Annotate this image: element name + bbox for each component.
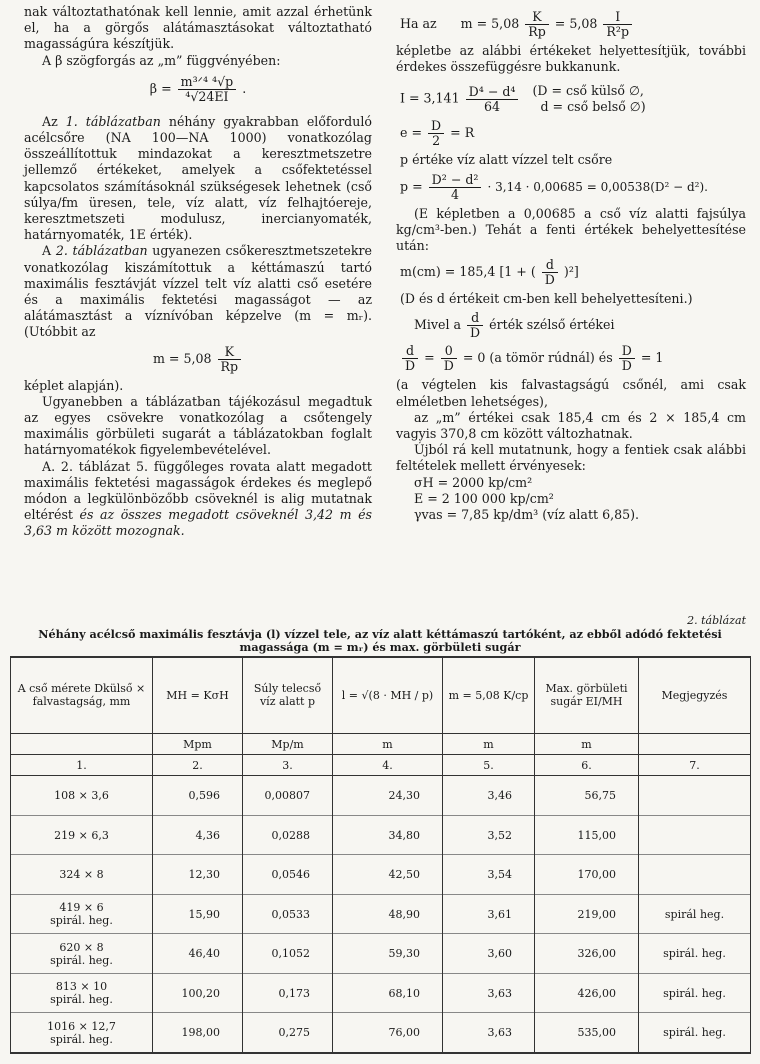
- unit-cell: [11, 733, 153, 754]
- paragraph: Ugyanebben a táblázatban tájékozásul megadtuk az egyes csövekre vonatkozólag a csőtengely maximális görbületi sugarát a táblázatokban foglalt határnyomatékok figyelembevételével.: [24, 393, 372, 458]
- mh-cell: 4,36: [153, 815, 243, 854]
- colnum-cell: 6.: [535, 755, 639, 776]
- paragraph: (E képletben a 0,00685 a cső víz alatti fajsúlya kg/cm³-ben.) Tehát a fenti értékek behelyettesítése után:: [396, 205, 746, 254]
- table-number: 2. táblázat: [687, 614, 746, 627]
- mh-cell: 12,30: [153, 855, 243, 894]
- beta-formula: β = $\frac{\text{m³ᐟ⁴ ⁴√p}}{\text{⁴√24EI}}$ .: [149, 73, 247, 104]
- radius-cell: 326,00: [535, 934, 639, 973]
- weight-cell: 0,173: [243, 973, 333, 1012]
- paragraph: A. 2. táblázat 5. függőleges rovata alatt megadott maximális fektetési magasságok érdekes és meglepő módon a legkülönbözőbb csöveknél is alig mutatnak eltérést és az összes megadott csöveknél 3,42 m és 3,63 m között mozognak.: [24, 458, 372, 539]
- note-cell: spirál. heg.: [639, 1013, 751, 1053]
- paragraph: A 2. táblázatban ugyanezen csőkeresztmetszetekre vonatkozólag kiszámítottuk a kéttámaszú tartó maximális fesztávját vízzel telt víz alatti cső esetére és a maximális fektetési magasságot — az alátámasztást a víznívóban képzelve (m = mᵣ). (Utóbbit az: [24, 243, 372, 340]
- m-cm-formula: m(cm) = 185,4 [1 + ( $\frac{d}{D}$ )²]: [400, 257, 579, 288]
- unit-cell: Mpm: [153, 733, 243, 754]
- m-formula: m = 5,08 $\frac{K}{Rp}$: [24, 345, 372, 374]
- size-cell: 419 × 6 spirál. heg.: [11, 894, 153, 933]
- paragraph: képlet alapján).: [24, 377, 124, 393]
- note-cell: [639, 855, 751, 894]
- weight-cell: 0,0288: [243, 815, 333, 854]
- table-header-row: [11, 657, 751, 733]
- size-cell: 324 × 8: [11, 855, 153, 894]
- radius-cell: 426,00: [535, 973, 639, 1012]
- paragraph: képletbe az alábbi értékeket helyettesítjük, további érdekes összefüggésre bukkanunk.: [396, 43, 746, 75]
- mh-cell: 198,00: [153, 1013, 243, 1053]
- data-table: [10, 656, 751, 1054]
- unit-cell: m: [333, 733, 443, 754]
- colnum-cell: 7.: [639, 755, 751, 776]
- paragraph: nak változtathatónak kell lennie, amit azzal érhetünk el, ha a görgős alátámasztásokat változtatható magasságúra készítjük.: [24, 4, 372, 52]
- mh-cell: 100,20: [153, 973, 243, 1012]
- height-cell: 3,63: [443, 1013, 535, 1053]
- weight-cell: 0,00807: [243, 776, 333, 815]
- size-cell: 620 × 8 spirál. heg.: [11, 934, 153, 973]
- colnum-cell: 2.: [153, 755, 243, 776]
- table-row: [11, 894, 751, 933]
- table-row: [11, 973, 751, 1012]
- size-cell: 1016 × 12,7 spirál. heg.: [11, 1013, 153, 1053]
- radius-cell: 535,00: [535, 1013, 639, 1053]
- colnum-cell: 3.: [243, 755, 333, 776]
- condition-e: E = 2 100 000 kp/cm²: [414, 490, 554, 506]
- height-cell: 3,61: [443, 894, 535, 933]
- unit-cell: [639, 733, 751, 754]
- table-row: [11, 855, 751, 894]
- radius-cell: 219,00: [535, 894, 639, 933]
- colnum-cell: 4.: [333, 755, 443, 776]
- mh-cell: 15,90: [153, 894, 243, 933]
- height-cell: 3,60: [443, 934, 535, 973]
- p-formula: p = $\frac{\text{D² − d²}}{4}$ · 3,14 · 0,00685 = 0,00538(D² − d²).: [400, 171, 708, 202]
- span-cell: 42,50: [333, 855, 443, 894]
- table-row: [11, 776, 751, 815]
- table-row: [11, 1013, 751, 1053]
- span-cell: 48,90: [333, 894, 443, 933]
- note-cell: spirál heg.: [639, 894, 751, 933]
- condition-sigma: σH = 2000 kp/cm²: [414, 474, 533, 490]
- size-cell: 108 × 3,6: [11, 776, 153, 815]
- paragraph: (D és d értékeit cm-ben kell behelyettesíteni.): [400, 291, 693, 307]
- weight-cell: 0,1052: [243, 934, 333, 973]
- span-cell: 59,30: [333, 934, 443, 973]
- span-cell: 68,10: [333, 973, 443, 1012]
- table-units-row: [11, 733, 751, 754]
- column-header: Max. görbületi sugár EI/MH: [535, 657, 639, 733]
- span-cell: 24,30: [333, 776, 443, 815]
- paragraph: Az 1. táblázatban néhány gyakrabban előforduló acélcsőre (NA 100—NA 1000) vonatkozólag összeállítottuk mindazokat a keresztmetszetre jellemző értékeket, amelyek a csőfektetéssel kapcsolatos számításoknál szükségesek lehetnek (cső súlya/fm üresen, tele, víz alatt, víz felhajtóereje, keresztmetszeti modulusz, inercianyomaték, határnyomaték, 1E érték).: [24, 113, 372, 243]
- paragraph: Mivel a $\frac{d}{D}$ érték szélső értékei: [414, 310, 615, 341]
- table-title: Néhány acélcső maximális fesztávja (l) vízzel tele, az víz alatt kéttámaszú tartóként, az ebből adódó fektetési magassága (m = mᵣ) és max. görbületi sugár: [38, 627, 722, 654]
- column-header: Megjegyzés: [639, 657, 751, 733]
- height-cell: 3,52: [443, 815, 535, 854]
- column-header: A cső mérete Dkülső × falvastagság, mm: [11, 657, 153, 733]
- note-cell: spirál. heg.: [639, 973, 751, 1012]
- size-cell: 813 × 10 spirál. heg.: [11, 973, 153, 1012]
- m-definition-formula: Ha az m = 5,08 $\frac{K}{Rp}$ = 5,08 $\frac{I}{\text{R²p}}$: [400, 10, 746, 39]
- paragraph: p értéke víz alatt vízzel telt csőre: [400, 152, 613, 168]
- paragraph: Újból rá kell mutatnunk, hogy a fentiek csak alábbi feltételek mellett érvényesek:: [396, 442, 746, 474]
- table-colnum-row: [11, 755, 751, 776]
- left-column: [24, 4, 372, 540]
- column-header: m = 5,08 K/cp: [443, 657, 535, 733]
- right-column: [396, 4, 746, 523]
- paragraph: A β szögforgás az „m” függvényében:: [42, 52, 281, 68]
- size-cell: 219 × 6,3: [11, 815, 153, 854]
- table-row: [11, 815, 751, 854]
- mh-cell: 0,596: [153, 776, 243, 815]
- column-header: Súly telecső víz alatt p: [243, 657, 333, 733]
- span-cell: 76,00: [333, 1013, 443, 1053]
- limit-formula: $\frac{d}{D}$ = $\frac{0}{D}$ = 0 (a tömör rúdnál) és $\frac{D}{D}$ = 1: [400, 344, 746, 373]
- radius-cell: 170,00: [535, 855, 639, 894]
- unit-cell: m: [443, 733, 535, 754]
- unit-cell: Mp/m: [243, 733, 333, 754]
- e-formula: e = $\frac{D}{2}$ = R: [400, 118, 475, 149]
- radius-cell: 115,00: [535, 815, 639, 854]
- note-cell: [639, 776, 751, 815]
- weight-cell: 0,0546: [243, 855, 333, 894]
- mh-cell: 46,40: [153, 934, 243, 973]
- span-cell: 34,80: [333, 815, 443, 854]
- unit-cell: m: [535, 733, 639, 754]
- weight-cell: 0,0533: [243, 894, 333, 933]
- table-row: [11, 934, 751, 973]
- column-header: MH = KσH: [153, 657, 243, 733]
- weight-cell: 0,275: [243, 1013, 333, 1053]
- colnum-cell: 5.: [443, 755, 535, 776]
- colnum-cell: 1.: [11, 755, 153, 776]
- condition-gamma: γvas = 7,85 kp/dm³ (víz alatt 6,85).: [414, 507, 640, 523]
- paragraph: (a végtelen kis falvastagságú csőnél, ami csak elméletben lehetséges),: [396, 377, 746, 409]
- height-cell: 3,63: [443, 973, 535, 1012]
- note-cell: spirál. heg.: [639, 934, 751, 973]
- height-cell: 3,54: [443, 855, 535, 894]
- paragraph: az „m” értékei csak 185,4 cm és 2 × 185,4 cm vagyis 370,8 cm között változhatnak.: [396, 409, 746, 442]
- height-cell: 3,46: [443, 776, 535, 815]
- inertia-formula: I = 3,141 $\frac{\text{D⁴ − d⁴}}{64}$ (D = cső külső ∅, d = cső belső ∅): [400, 83, 646, 115]
- column-header: l = √(8 · MH / p): [333, 657, 443, 733]
- note-cell: [639, 815, 751, 854]
- radius-cell: 56,75: [535, 776, 639, 815]
